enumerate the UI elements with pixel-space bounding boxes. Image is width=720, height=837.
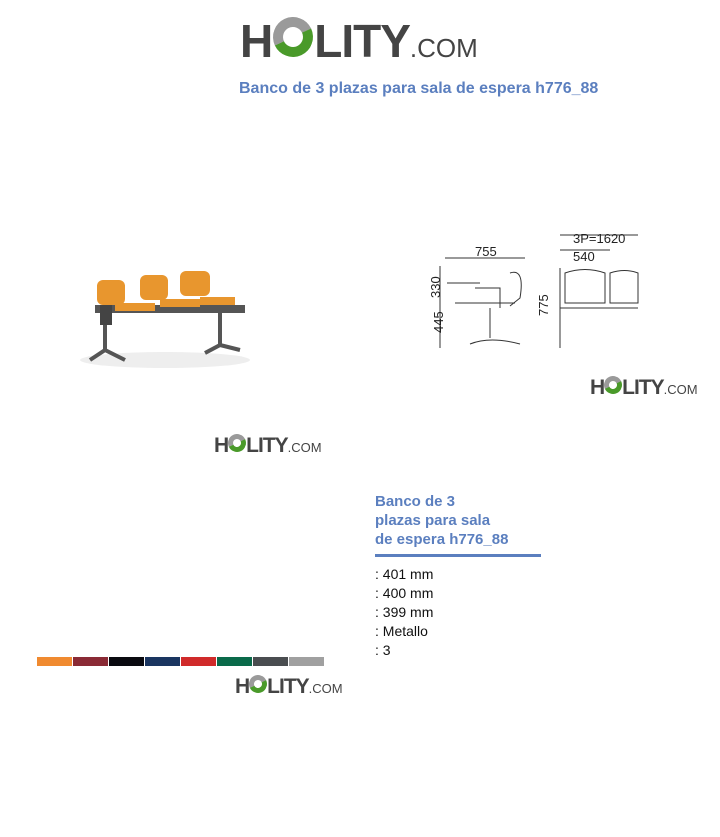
color-swatch [253, 657, 288, 666]
color-swatch [145, 657, 180, 666]
header-logo[interactable] [240, 14, 478, 68]
bench-photo [75, 265, 255, 370]
dim-top-height: 330 [428, 276, 443, 298]
watermark-logo: H LITY .COM [235, 675, 343, 699]
dim-total-height: 775 [536, 294, 551, 316]
page-title: Banco de 3 plazas para sala de espera h776_88 [239, 80, 599, 97]
color-swatch [289, 657, 324, 666]
dim-seat-width: 540 [573, 249, 595, 264]
spec-item: : 401 mm [375, 566, 434, 582]
watermark-logo: H LITY .COM [214, 434, 322, 458]
product-title: Banco de 3 plazas para sala de espera h776_88 [375, 492, 541, 557]
color-swatch [73, 657, 108, 666]
watermark-logo: H LITY .COM [590, 376, 698, 400]
color-swatch [217, 657, 252, 666]
logo-text: LITY [314, 15, 410, 67]
color-swatch [37, 657, 72, 666]
dim-total-length: 3P=1620 [573, 231, 626, 246]
logo-text: .COM [409, 33, 478, 63]
spec-item: : 399 mm [375, 604, 434, 620]
color-swatch [181, 657, 216, 666]
spec-list [375, 565, 433, 660]
spec-item: : 3 [375, 642, 391, 658]
spec-item: : 400 mm [375, 585, 434, 601]
logo-o-icon [268, 11, 319, 62]
dim-bottom-height: 445 [431, 311, 446, 333]
color-swatches [37, 657, 324, 666]
logo-text: H [240, 15, 273, 67]
spec-item: : Metallo [375, 623, 428, 639]
dimension-drawing [425, 228, 645, 353]
color-swatch [109, 657, 144, 666]
dim-width: 755 [475, 244, 497, 259]
